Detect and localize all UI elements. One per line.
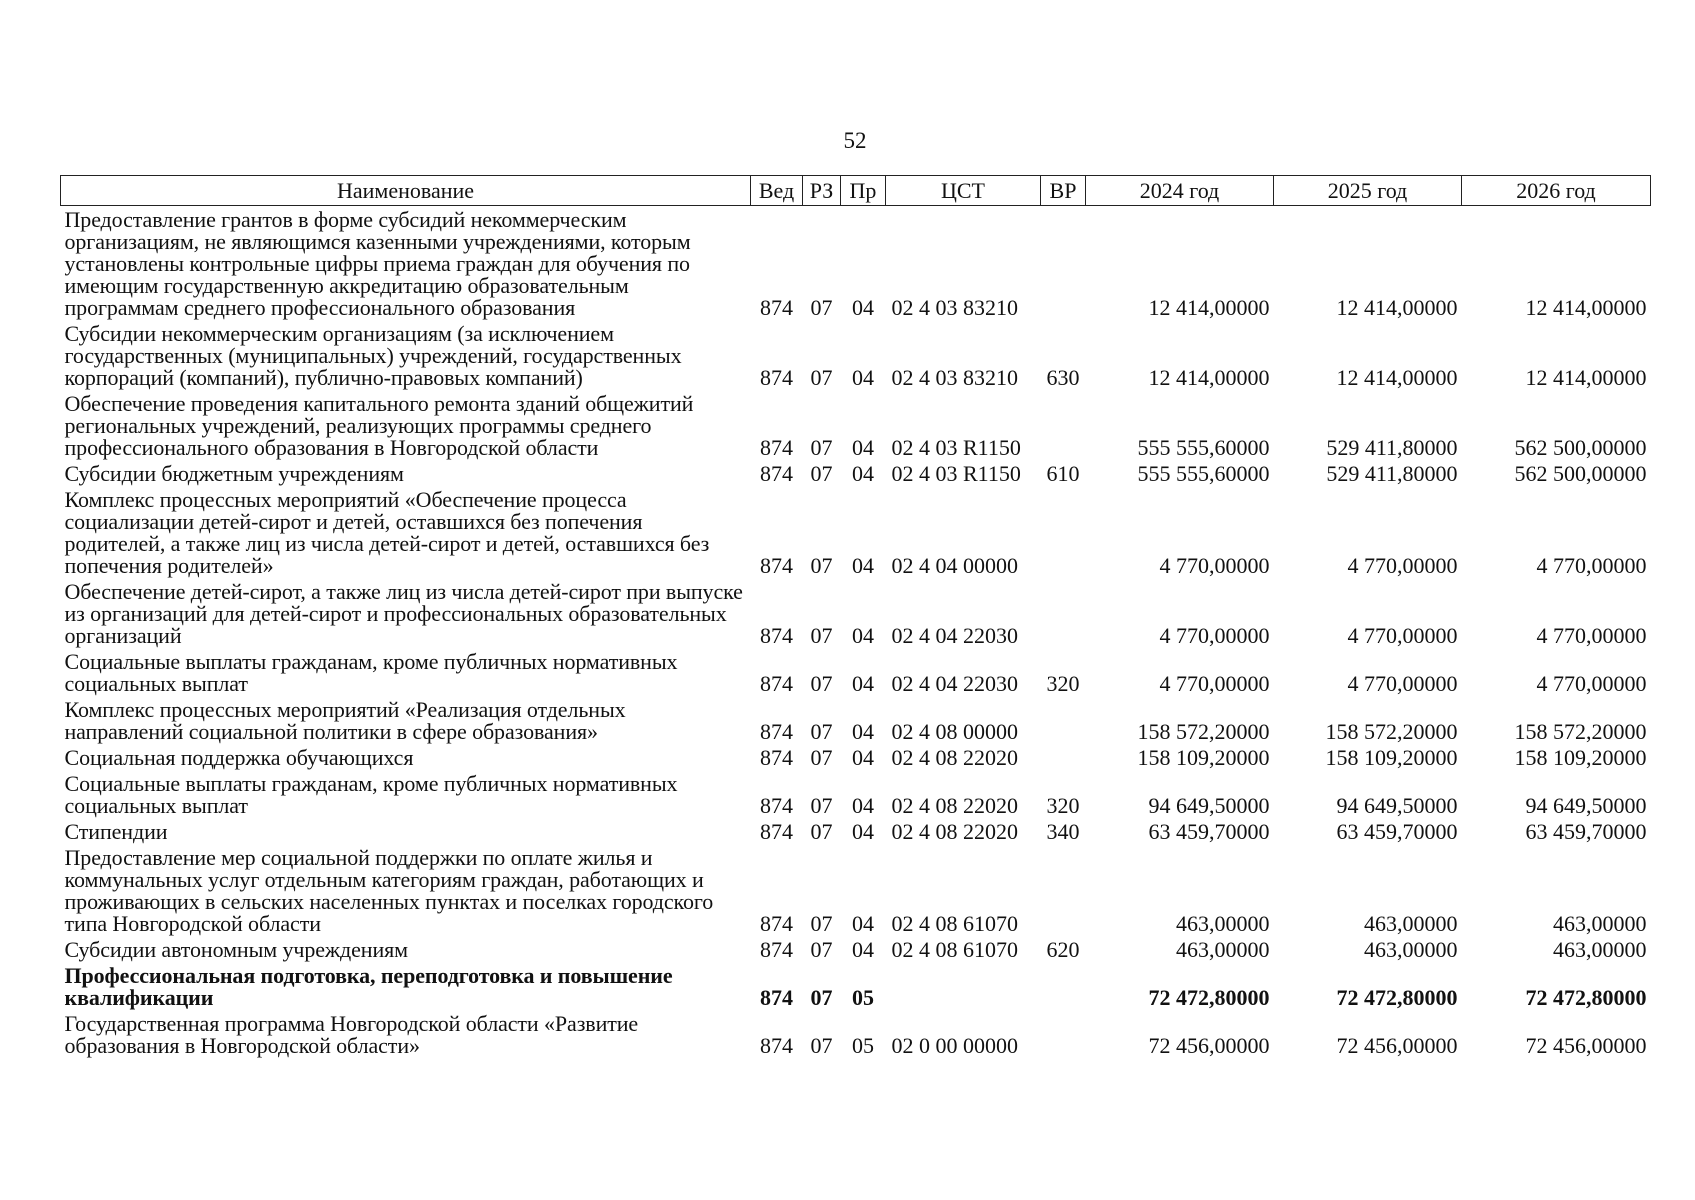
row-cst: 02 4 03 R1150 (891, 435, 1021, 460)
row-rz: 07 (810, 461, 833, 486)
row-name: Социальные выплаты гражданам, кроме публичных нормативных социальных выплат (64, 649, 678, 696)
row-vr (1041, 1010, 1086, 1058)
row-ved: 874 (760, 793, 793, 818)
header-cst: ЦСТ (886, 176, 1041, 206)
row-pr: 04 (852, 553, 874, 578)
row-value-2025: 94 649,50000 (1336, 793, 1458, 818)
row-vr (1041, 206, 1086, 321)
row-rz: 07 (810, 295, 833, 320)
row-value-2026: 562 500,00000 (1514, 435, 1647, 460)
row-ved: 874 (760, 435, 793, 460)
row-name: Обеспечение проведения капитального ремонта зданий общежитий региональных учреждений, реализующих программы среднего профессионального образования в Новгородской области (64, 391, 694, 460)
row-rz: 07 (810, 1033, 833, 1058)
row-name: Стипендии (64, 819, 168, 844)
header-ved: Вед (751, 176, 803, 206)
row-cst: 02 4 08 22020 (891, 819, 1018, 844)
row-pr: 04 (852, 295, 874, 320)
table-row (61, 770, 1651, 818)
row-cst: 02 4 04 00000 (891, 553, 1018, 578)
row-cst: 02 4 08 00000 (891, 719, 1018, 744)
row-cst (886, 962, 1041, 1010)
row-value-2024: 463,00000 (1176, 937, 1270, 962)
row-name: Комплекс процессных мероприятий «Обеспечение процесса социализации детей-сирот и детей, оставшихся без попечения родителей, а также лиц из числа детей-сирот и детей, оставшихся без попечения родителей» (64, 487, 710, 578)
table-row (61, 696, 1651, 744)
header-pr: Пр (841, 176, 886, 206)
row-rz: 07 (810, 985, 833, 1010)
row-pr: 04 (852, 461, 874, 486)
row-value-2024: 4 770,00000 (1159, 623, 1270, 648)
row-pr: 04 (852, 623, 874, 648)
row-rz: 07 (810, 719, 833, 744)
row-value-2024: 12 414,00000 (1148, 295, 1270, 320)
row-value-2026: 94 649,50000 (1525, 793, 1647, 818)
row-ved: 874 (760, 985, 793, 1010)
row-rz: 07 (810, 553, 833, 578)
row-vr: 620 (1046, 937, 1080, 962)
row-value-2026: 63 459,70000 (1525, 819, 1647, 844)
row-name: Социальная поддержка обучающихся (64, 745, 414, 770)
table-header (61, 176, 1651, 206)
row-ved: 874 (760, 553, 793, 578)
row-cst: 02 4 03 83210 (891, 365, 1018, 390)
header-rz: РЗ (803, 176, 841, 206)
row-value-2026: 463,00000 (1553, 937, 1647, 962)
row-value-2025: 158 572,20000 (1325, 719, 1458, 744)
row-name: Субсидии бюджетным учреждениям (64, 461, 404, 486)
row-pr: 04 (852, 435, 874, 460)
row-name: Предоставление грантов в форме субсидий некоммерческим организациям, не являющимся казенными учреждениями, которым установлены контрольные цифры приема граждан для обучения по имеющим государственную аккредитацию образовательным программам среднего профессионального образования (64, 207, 691, 320)
row-value-2025: 72 472,80000 (1336, 985, 1458, 1010)
row-value-2026: 72 472,80000 (1525, 985, 1647, 1010)
row-pr: 04 (852, 819, 874, 844)
row-cst: 02 4 04 22030 (891, 671, 1018, 696)
row-vr (1041, 696, 1086, 744)
row-value-2025: 158 109,20000 (1325, 745, 1458, 770)
row-ved: 874 (760, 1033, 793, 1058)
row-value-2025: 4 770,00000 (1347, 671, 1458, 696)
row-ved: 874 (760, 365, 793, 390)
header-2026: 2026 год (1462, 176, 1651, 206)
table-row (61, 962, 1651, 1010)
table-row (61, 460, 1651, 486)
row-value-2025: 4 770,00000 (1347, 553, 1458, 578)
table-row (61, 320, 1651, 390)
row-value-2024: 72 472,80000 (1148, 985, 1270, 1010)
row-value-2026: 463,00000 (1553, 911, 1647, 936)
row-value-2024: 63 459,70000 (1148, 819, 1270, 844)
row-value-2024: 12 414,00000 (1148, 365, 1270, 390)
table-body (61, 206, 1651, 1059)
row-value-2025: 463,00000 (1364, 911, 1458, 936)
row-value-2026: 4 770,00000 (1536, 623, 1647, 648)
row-rz: 07 (810, 793, 833, 818)
row-value-2024: 94 649,50000 (1148, 793, 1270, 818)
row-ved: 874 (760, 819, 793, 844)
row-value-2026: 4 770,00000 (1536, 671, 1647, 696)
row-rz: 07 (810, 937, 833, 962)
row-pr: 04 (852, 793, 874, 818)
row-value-2024: 72 456,00000 (1148, 1033, 1270, 1058)
header-name: Наименование (61, 176, 751, 206)
row-value-2026: 158 109,20000 (1514, 745, 1647, 770)
row-ved: 874 (760, 719, 793, 744)
row-value-2024: 463,00000 (1176, 911, 1270, 936)
row-vr (1041, 390, 1086, 460)
header-2025: 2025 год (1274, 176, 1462, 206)
row-pr: 04 (852, 719, 874, 744)
row-ved: 874 (760, 623, 793, 648)
row-rz: 07 (810, 671, 833, 696)
row-cst: 02 4 08 22020 (891, 793, 1018, 818)
table-row (61, 818, 1651, 844)
row-cst: 02 4 03 83210 (891, 295, 1018, 320)
row-pr: 04 (852, 365, 874, 390)
row-value-2026: 562 500,00000 (1514, 461, 1647, 486)
row-rz: 07 (810, 623, 833, 648)
budget-table (60, 175, 1651, 1058)
row-value-2024: 4 770,00000 (1159, 671, 1270, 696)
row-value-2026: 12 414,00000 (1525, 365, 1647, 390)
row-ved: 874 (760, 745, 793, 770)
row-vr (1041, 578, 1086, 648)
row-name: Субсидии автономным учреждениям (64, 937, 408, 962)
row-value-2025: 72 456,00000 (1336, 1033, 1458, 1058)
row-rz: 07 (810, 745, 833, 770)
row-value-2024: 555 555,60000 (1137, 435, 1270, 460)
row-value-2026: 72 456,00000 (1525, 1033, 1647, 1058)
row-value-2024: 555 555,60000 (1137, 461, 1270, 486)
row-rz: 07 (810, 365, 833, 390)
row-ved: 874 (760, 911, 793, 936)
row-value-2025: 12 414,00000 (1336, 295, 1458, 320)
row-ved: 874 (760, 671, 793, 696)
row-vr: 630 (1046, 365, 1080, 390)
row-cst: 02 0 00 00000 (891, 1033, 1018, 1058)
row-value-2025: 63 459,70000 (1336, 819, 1458, 844)
row-ved: 874 (760, 461, 793, 486)
row-name: Государственная программа Новгородской области «Развитие образования в Новгородской области» (64, 1011, 639, 1058)
row-vr (1041, 486, 1086, 578)
row-vr: 320 (1046, 793, 1080, 818)
table-row (61, 578, 1651, 648)
row-pr: 05 (852, 1033, 874, 1058)
table-row (61, 936, 1651, 962)
table-row (61, 648, 1651, 696)
table-row (61, 1010, 1651, 1058)
row-cst: 02 4 04 22030 (891, 623, 1018, 648)
row-name: Предоставление мер социальной поддержки по оплате жилья и коммунальных услуг отдельным категориям граждан, работающих и проживающих в сельских населенных пунктах и поселках городского типа Новгородской области (64, 845, 714, 936)
row-rz: 07 (810, 911, 833, 936)
row-value-2024: 158 572,20000 (1137, 719, 1270, 744)
row-vr (1041, 962, 1086, 1010)
table-row (61, 206, 1651, 321)
table-row (61, 744, 1651, 770)
row-name: Социальные выплаты гражданам, кроме публичных нормативных социальных выплат (64, 771, 678, 818)
row-value-2025: 529 411,80000 (1326, 461, 1458, 486)
table-row (61, 844, 1651, 936)
row-name: Субсидии некоммерческим организациям (за исключением государственных (муниципальных) учреждений, государственных корпораций (компаний), публично-правовых компаний) (64, 321, 682, 390)
row-vr: 340 (1046, 819, 1080, 844)
row-value-2025: 4 770,00000 (1347, 623, 1458, 648)
row-rz: 07 (810, 819, 833, 844)
row-ved: 874 (760, 937, 793, 962)
row-value-2026: 4 770,00000 (1536, 553, 1647, 578)
row-value-2025: 463,00000 (1364, 937, 1458, 962)
row-cst: 02 4 08 61070 (891, 937, 1018, 962)
row-rz: 07 (810, 435, 833, 460)
row-vr: 610 (1046, 461, 1080, 486)
row-pr: 04 (852, 671, 874, 696)
row-pr: 04 (852, 937, 874, 962)
row-name: Комплекс процессных мероприятий «Реализация отдельных направлений социальной политики в сфере образования» (64, 697, 626, 744)
header-vr: ВР (1041, 176, 1086, 206)
row-pr: 04 (852, 745, 874, 770)
row-value-2025: 12 414,00000 (1336, 365, 1458, 390)
row-cst: 02 4 08 61070 (891, 911, 1018, 936)
row-ved: 874 (760, 295, 793, 320)
table-row (61, 390, 1651, 460)
row-pr: 05 (852, 985, 874, 1010)
header-2024: 2024 год (1086, 176, 1274, 206)
row-value-2024: 158 109,20000 (1137, 745, 1270, 770)
table-row (61, 486, 1651, 578)
row-value-2024: 4 770,00000 (1159, 553, 1270, 578)
row-vr: 320 (1046, 671, 1080, 696)
row-vr (1041, 844, 1086, 936)
row-cst: 02 4 08 22020 (891, 745, 1018, 770)
row-pr: 04 (852, 911, 874, 936)
page-number: 52 (843, 128, 867, 153)
row-name: Профессиональная подготовка, переподготовка и повышение квалификации (64, 963, 673, 1010)
row-cst: 02 4 03 R1150 (891, 461, 1021, 486)
header-row (61, 176, 1651, 206)
row-name: Обеспечение детей-сирот, а также лиц из числа детей-сирот при выпуске из организаций для детей-сирот и профессиональных образовательных организаций (64, 579, 743, 648)
row-value-2026: 158 572,20000 (1514, 719, 1647, 744)
row-value-2025: 529 411,80000 (1326, 435, 1458, 460)
row-vr (1041, 744, 1086, 770)
row-value-2026: 12 414,00000 (1525, 295, 1647, 320)
